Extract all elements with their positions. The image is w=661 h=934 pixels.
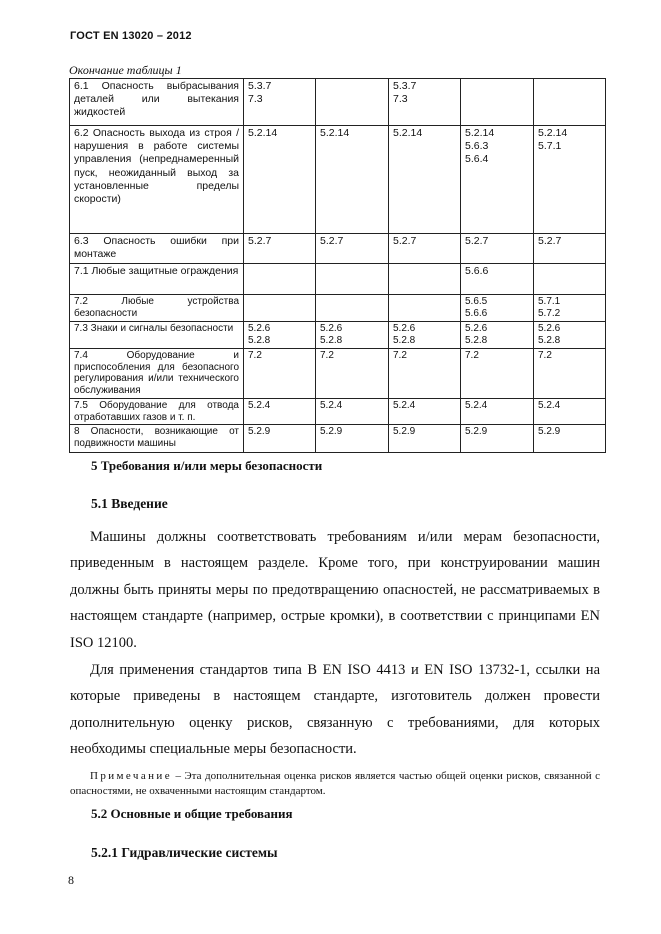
- note-paragraph: [70, 769, 600, 799]
- table-row: [70, 399, 606, 425]
- hazard-table: [69, 78, 606, 453]
- table-row: [70, 349, 606, 399]
- value-cell: 5.2.9: [244, 425, 316, 453]
- hazard-cell: 6.3 Опасность ошибки при монтаже: [70, 234, 244, 264]
- value-cell: 5.2.14: [244, 126, 316, 234]
- value-cell: 5.2.7: [244, 234, 316, 264]
- note-label: Примечание: [90, 770, 172, 782]
- value-cell: 7.2: [534, 349, 606, 399]
- value-cell: 7.2: [316, 349, 389, 399]
- table-row: [70, 126, 606, 234]
- value-cell: 5.2.6 5.2.8: [534, 322, 606, 349]
- value-cell: 5.2.9: [534, 425, 606, 453]
- value-cell: 5.2.4: [316, 399, 389, 425]
- document-header: ГОСТ EN 13020 – 2012: [70, 30, 192, 42]
- subsection-heading: 5.2 Основные и общие требования: [91, 806, 293, 821]
- value-cell: 5.7.1 5.7.2: [534, 295, 606, 322]
- value-cell: [316, 295, 389, 322]
- value-cell: 5.2.4: [244, 399, 316, 425]
- value-cell: 5.3.7 7.3: [389, 79, 461, 126]
- value-cell: 5.2.7: [316, 234, 389, 264]
- value-cell: 5.2.14: [316, 126, 389, 234]
- table-row: [70, 425, 606, 453]
- hazard-cell: 7.5 Оборудование для отвода отработавших газов и т. п.: [70, 399, 244, 425]
- hazard-cell: 7.2 Любые устройства безопасности: [70, 295, 244, 322]
- value-cell: 5.2.7: [461, 234, 534, 264]
- value-cell: 5.2.6 5.2.8: [316, 322, 389, 349]
- hazard-cell: 8 Опасности, возникающие от подвижности машины: [70, 425, 244, 453]
- table-row: [70, 295, 606, 322]
- value-cell: 5.2.7: [389, 234, 461, 264]
- value-cell: 5.2.9: [316, 425, 389, 453]
- value-cell: 5.2.4: [461, 399, 534, 425]
- value-cell: [461, 79, 534, 126]
- value-cell: 5.2.6 5.2.8: [389, 322, 461, 349]
- value-cell: 5.2.14: [389, 126, 461, 234]
- value-cell: 5.6.6: [461, 264, 534, 295]
- value-cell: [244, 295, 316, 322]
- table-row: [70, 322, 606, 349]
- value-cell: 5.2.6 5.2.8: [244, 322, 316, 349]
- hazard-cell: 7.3 Знаки и сигналы безопасности: [70, 322, 244, 349]
- body-paragraph: Для применения стандартов типа B EN ISO 4413 и EN ISO 13732-1, ссылки на которые приведены в настоящем стандарте, изготовитель должен провести дополнительную оценку рисков, связанную с требованиями, для которых необходимы специальные меры безопасности.: [70, 662, 600, 758]
- value-cell: 5.2.4: [534, 399, 606, 425]
- subsection-heading: 5.2.1 Гидравлические системы: [91, 845, 278, 860]
- page-number: 8: [68, 873, 74, 887]
- value-cell: 5.2.9: [461, 425, 534, 453]
- value-cell: 5.6.5 5.6.6: [461, 295, 534, 322]
- value-cell: [316, 79, 389, 126]
- value-cell: 7.2: [244, 349, 316, 399]
- hazard-cell: 6.1 Опасность выбрасывания деталей или вытекания жидкостей: [70, 79, 244, 126]
- value-cell: 5.2.4: [389, 399, 461, 425]
- value-cell: [389, 295, 461, 322]
- value-cell: [534, 79, 606, 126]
- value-cell: 7.2: [389, 349, 461, 399]
- table-row: [70, 264, 606, 295]
- table-caption: Окончание таблицы 1: [69, 63, 182, 77]
- body-paragraph: Машины должны соответствовать требованиям и/или мерам безопасности, приведенным в настоящем разделе. Кроме того, при конструировании машин должны быть приняты меры по предотвращению опасностей, не рассматриваемых в настоящем стандарте (например, острые кромки), в соответствии с принципами EN ISO 12100.: [70, 529, 600, 651]
- hazard-cell: 6.2 Опасность выхода из строя / нарушения в работе системы управления (непреднамеренный пуск, неожиданный выход за установленные пределы скорости): [70, 126, 244, 234]
- note-text: – Эта дополнительная оценка рисков является частью общей оценки рисков, связанной с опасностями, не охваченными настоящим стандартом.: [70, 770, 600, 797]
- subsection-heading: 5.1 Введение: [91, 496, 168, 511]
- value-cell: 5.2.9: [389, 425, 461, 453]
- value-cell: [389, 264, 461, 295]
- value-cell: 5.2.7: [534, 234, 606, 264]
- table-row: [70, 234, 606, 264]
- section-heading: 5 Требования и/или меры безопасности: [91, 458, 323, 473]
- value-cell: 5.2.14 5.6.3 5.6.4: [461, 126, 534, 234]
- table-row: [70, 79, 606, 126]
- value-cell: [316, 264, 389, 295]
- value-cell: 7.2: [461, 349, 534, 399]
- value-cell: [534, 264, 606, 295]
- value-cell: 5.2.6 5.2.8: [461, 322, 534, 349]
- value-cell: [244, 264, 316, 295]
- value-cell: 5.2.14 5.7.1: [534, 126, 606, 234]
- hazard-cell: 7.4 Оборудование и приспособления для безопасного регулирования и/или технического обслуживания: [70, 349, 244, 399]
- value-cell: 5.3.7 7.3: [244, 79, 316, 126]
- hazard-cell: 7.1 Любые защитные ограждения: [70, 264, 244, 295]
